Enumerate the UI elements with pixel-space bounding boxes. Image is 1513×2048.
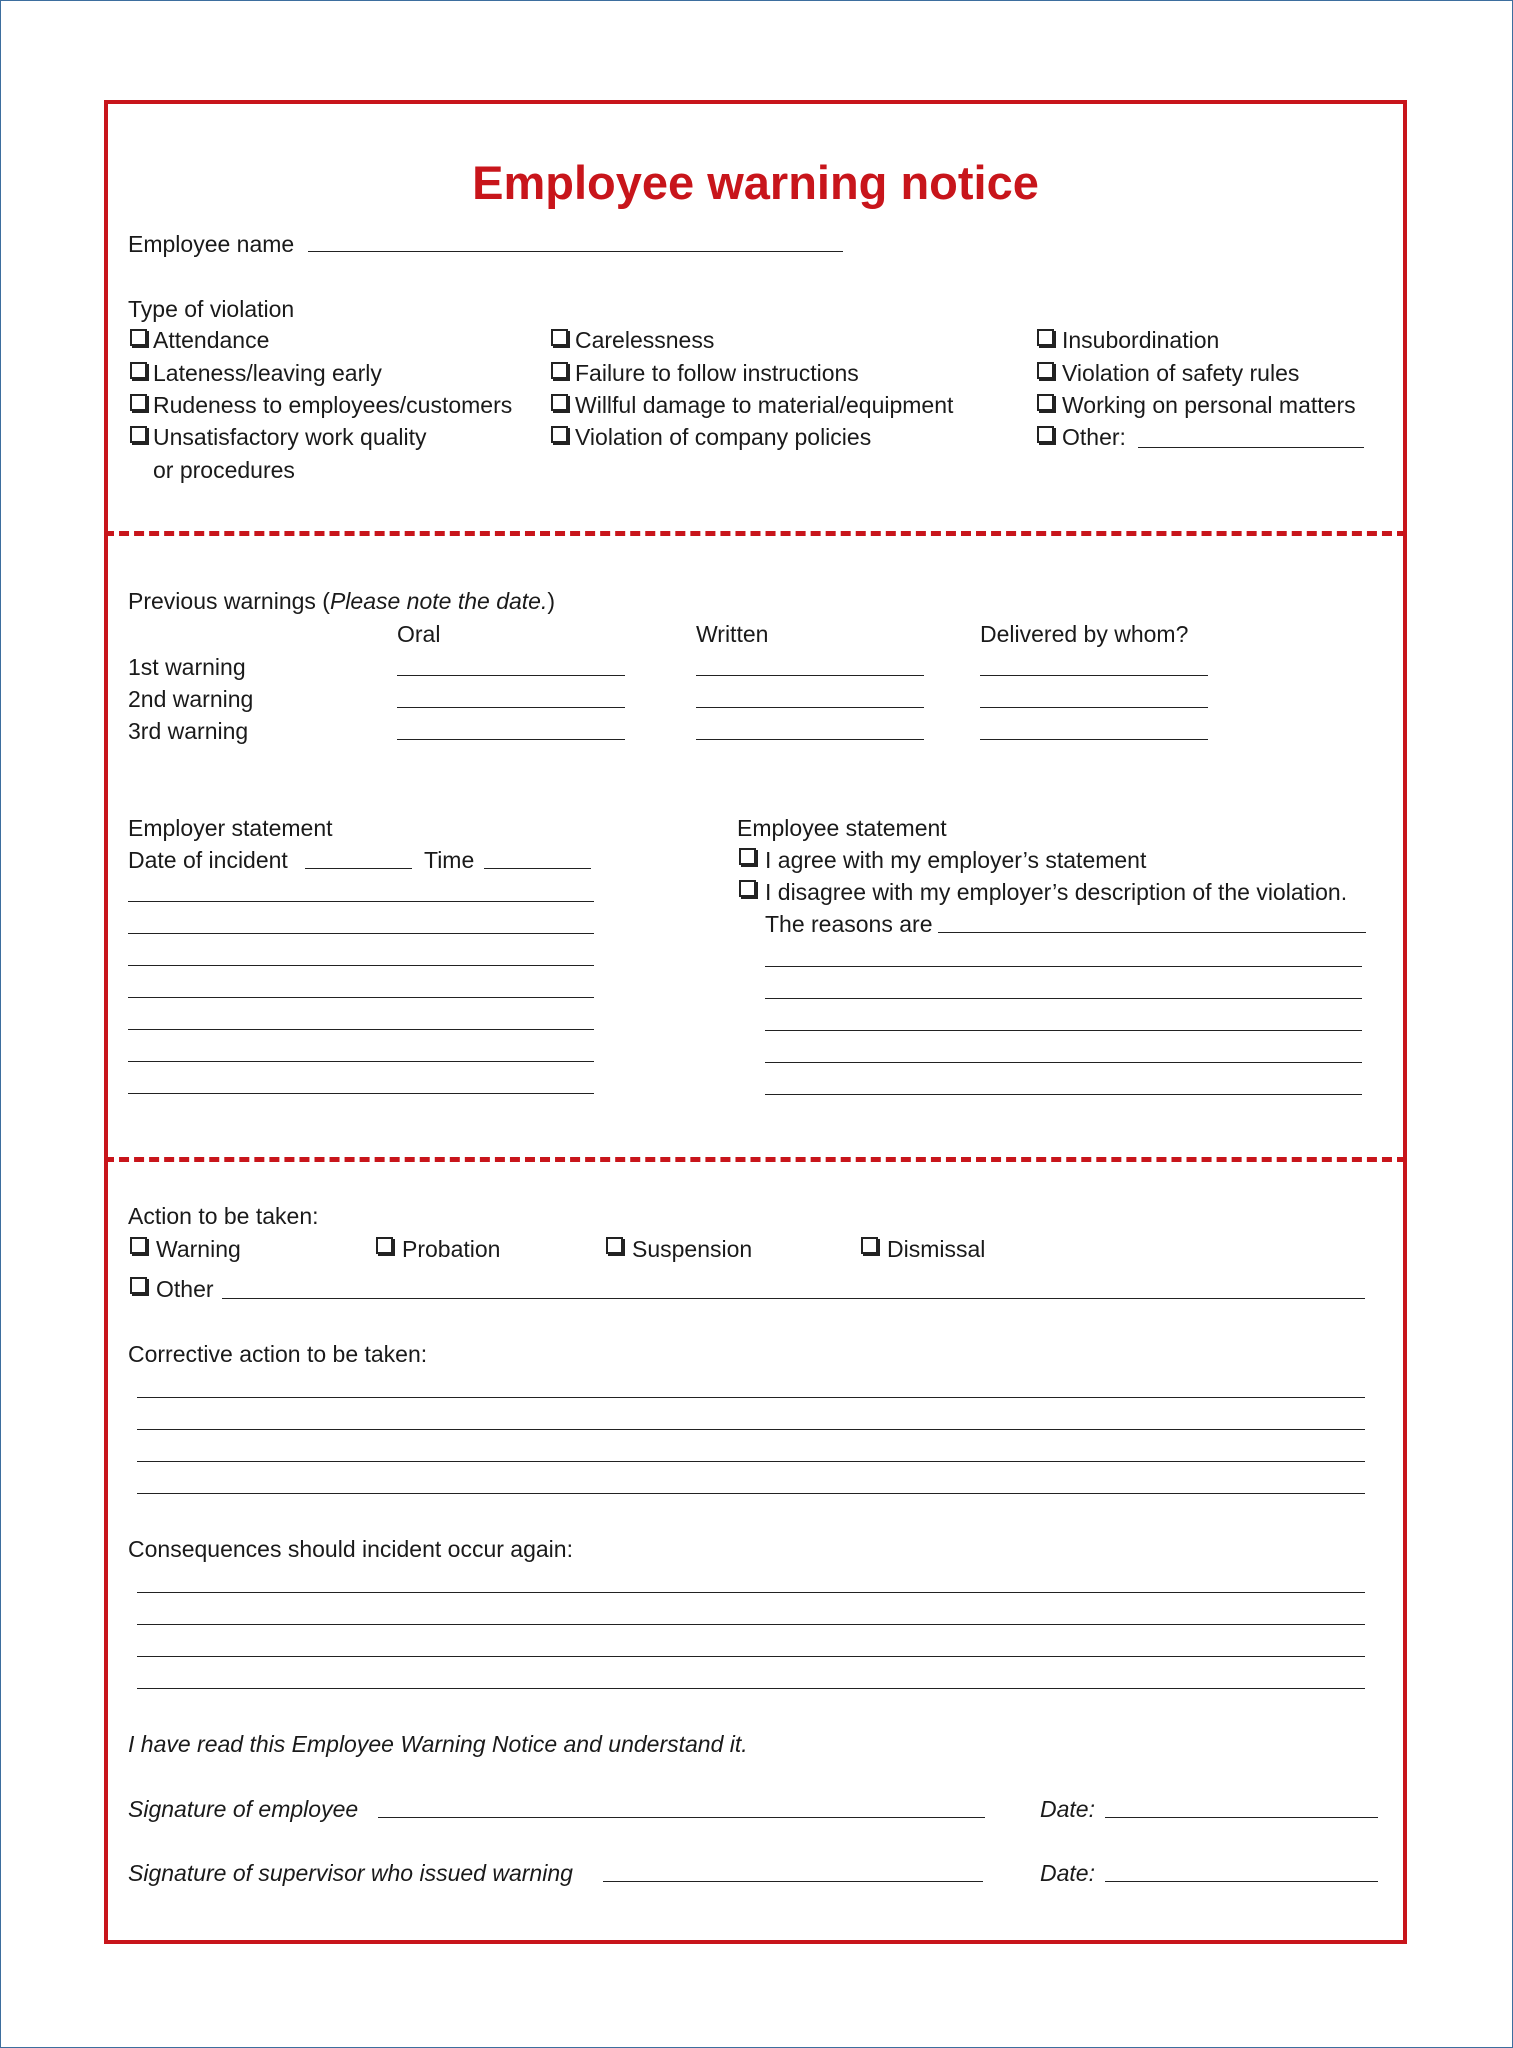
label-disagree: I disagree with my employer’s description of the violation. bbox=[765, 879, 1348, 905]
acknowledgement-text: I have read this Employee Warning Notice and understand it. bbox=[128, 1731, 748, 1757]
corrective-action-label: Corrective action to be taken: bbox=[128, 1341, 428, 1367]
signature-employee-field[interactable] bbox=[378, 1817, 985, 1818]
time-field[interactable] bbox=[484, 868, 591, 869]
signature-employee-label: Signature of employee bbox=[128, 1796, 359, 1822]
warning-2-oral-field[interactable] bbox=[397, 707, 625, 708]
consequences-line[interactable] bbox=[137, 1656, 1365, 1657]
label-company-policies: Violation of company policies bbox=[575, 424, 872, 450]
employer-statement-line[interactable] bbox=[128, 1093, 594, 1094]
checkbox-failure-instructions[interactable] bbox=[551, 362, 568, 379]
employee-statement-heading: Employee statement bbox=[737, 815, 947, 841]
label-carelessness: Carelessness bbox=[575, 327, 715, 353]
date-employee-field[interactable] bbox=[1105, 1817, 1378, 1818]
section-divider bbox=[104, 531, 1407, 536]
employer-statement-line[interactable] bbox=[128, 933, 594, 934]
employer-statement-line[interactable] bbox=[128, 997, 594, 998]
label-willful-damage: Willful damage to material/equipment bbox=[575, 392, 954, 418]
employer-statement-line[interactable] bbox=[128, 901, 594, 902]
warning-1-oral-field[interactable] bbox=[397, 675, 625, 676]
previous-warnings-heading: Previous warnings (Please note the date.) bbox=[128, 588, 556, 614]
signature-supervisor-label: Signature of supervisor who issued warning bbox=[128, 1860, 573, 1886]
label-agree: I agree with my employer’s statement bbox=[765, 847, 1147, 873]
checkbox-willful-damage[interactable] bbox=[551, 394, 568, 411]
checkbox-company-policies[interactable] bbox=[551, 426, 568, 443]
label-work-quality-cont: or procedures bbox=[153, 457, 295, 483]
label-personal-matters: Working on personal matters bbox=[1062, 392, 1356, 418]
employee-name-field[interactable] bbox=[308, 251, 843, 252]
form-title: Employee warning notice bbox=[472, 156, 1039, 209]
row-3rd-warning: 3rd warning bbox=[128, 718, 249, 744]
employee-statement-line[interactable] bbox=[765, 966, 1362, 967]
label-violation-other: Other: bbox=[1062, 424, 1126, 450]
checkbox-lateness[interactable] bbox=[130, 362, 147, 379]
employer-statement-line[interactable] bbox=[128, 1029, 594, 1030]
reasons-label: The reasons are bbox=[765, 911, 933, 937]
date-supervisor-field[interactable] bbox=[1105, 1881, 1378, 1882]
reasons-field[interactable] bbox=[938, 932, 1366, 933]
row-1st-warning: 1st warning bbox=[128, 654, 246, 680]
warning-3-delivered-field[interactable] bbox=[980, 739, 1208, 740]
corrective-action-line[interactable] bbox=[137, 1461, 1365, 1462]
signature-supervisor-field[interactable] bbox=[603, 1881, 983, 1882]
employee-statement-line[interactable] bbox=[765, 998, 1362, 999]
section-divider bbox=[104, 1157, 1407, 1162]
violation-other-field[interactable] bbox=[1138, 447, 1364, 448]
employee-name-label: Employee name bbox=[128, 231, 295, 257]
checkbox-agree[interactable] bbox=[739, 848, 756, 865]
violation-heading: Type of violation bbox=[128, 296, 295, 322]
consequences-line[interactable] bbox=[137, 1624, 1365, 1625]
date-of-incident-field[interactable] bbox=[305, 868, 412, 869]
checkbox-violation-other[interactable] bbox=[1037, 426, 1054, 443]
label-suspension: Suspension bbox=[632, 1236, 753, 1262]
column-oral: Oral bbox=[397, 621, 441, 647]
date-supervisor-label: Date: bbox=[1040, 1860, 1095, 1886]
warning-3-oral-field[interactable] bbox=[397, 739, 625, 740]
date-of-incident-label: Date of incident bbox=[128, 847, 288, 873]
warning-2-delivered-field[interactable] bbox=[980, 707, 1208, 708]
checkbox-dismissal[interactable] bbox=[861, 1237, 878, 1254]
employee-statement-line[interactable] bbox=[765, 1062, 1362, 1063]
employer-statement-line[interactable] bbox=[128, 965, 594, 966]
checkbox-disagree[interactable] bbox=[739, 880, 756, 897]
warning-1-delivered-field[interactable] bbox=[980, 675, 1208, 676]
label-probation: Probation bbox=[402, 1236, 501, 1262]
warning-1-written-field[interactable] bbox=[696, 675, 924, 676]
checkbox-action-other[interactable] bbox=[130, 1277, 147, 1294]
label-dismissal: Dismissal bbox=[887, 1236, 986, 1262]
label-failure-instructions: Failure to follow instructions bbox=[575, 360, 859, 386]
time-label: Time bbox=[424, 847, 475, 873]
label-rudeness: Rudeness to employees/customers bbox=[153, 392, 513, 418]
warning-2-written-field[interactable] bbox=[696, 707, 924, 708]
checkbox-work-quality[interactable] bbox=[130, 426, 147, 443]
checkbox-rudeness[interactable] bbox=[130, 394, 147, 411]
checkbox-carelessness[interactable] bbox=[551, 329, 568, 346]
employer-statement-line[interactable] bbox=[128, 1061, 594, 1062]
corrective-action-line[interactable] bbox=[137, 1493, 1365, 1494]
label-work-quality: Unsatisfactory work quality bbox=[153, 424, 427, 450]
label-attendance: Attendance bbox=[153, 327, 270, 353]
checkbox-insubordination[interactable] bbox=[1037, 329, 1054, 346]
action-heading: Action to be taken: bbox=[128, 1203, 319, 1229]
row-2nd-warning: 2nd warning bbox=[128, 686, 254, 712]
checkbox-suspension[interactable] bbox=[606, 1237, 623, 1254]
checkbox-safety-rules[interactable] bbox=[1037, 362, 1054, 379]
label-action-other: Other bbox=[156, 1276, 214, 1302]
label-insubordination: Insubordination bbox=[1062, 327, 1220, 353]
label-safety-rules: Violation of safety rules bbox=[1062, 360, 1300, 386]
employee-statement-line[interactable] bbox=[765, 1030, 1362, 1031]
corrective-action-line[interactable] bbox=[137, 1429, 1365, 1430]
warning-3-written-field[interactable] bbox=[696, 739, 924, 740]
employer-statement-heading: Employer statement bbox=[128, 815, 333, 841]
corrective-action-line[interactable] bbox=[137, 1397, 1365, 1398]
column-written: Written bbox=[696, 621, 769, 647]
consequences-line[interactable] bbox=[137, 1688, 1365, 1689]
consequences-label: Consequences should incident occur again: bbox=[128, 1536, 573, 1562]
checkbox-probation[interactable] bbox=[376, 1237, 393, 1254]
employee-statement-line[interactable] bbox=[765, 1094, 1362, 1095]
action-other-field[interactable] bbox=[222, 1298, 1365, 1299]
label-lateness: Lateness/leaving early bbox=[153, 360, 382, 386]
label-warning: Warning bbox=[156, 1236, 241, 1262]
date-employee-label: Date: bbox=[1040, 1796, 1095, 1822]
column-delivered-by: Delivered by whom? bbox=[980, 621, 1189, 647]
consequences-line[interactable] bbox=[137, 1592, 1365, 1593]
checkbox-warning[interactable] bbox=[130, 1237, 147, 1254]
checkbox-personal-matters[interactable] bbox=[1037, 394, 1054, 411]
checkbox-attendance[interactable] bbox=[130, 329, 147, 346]
